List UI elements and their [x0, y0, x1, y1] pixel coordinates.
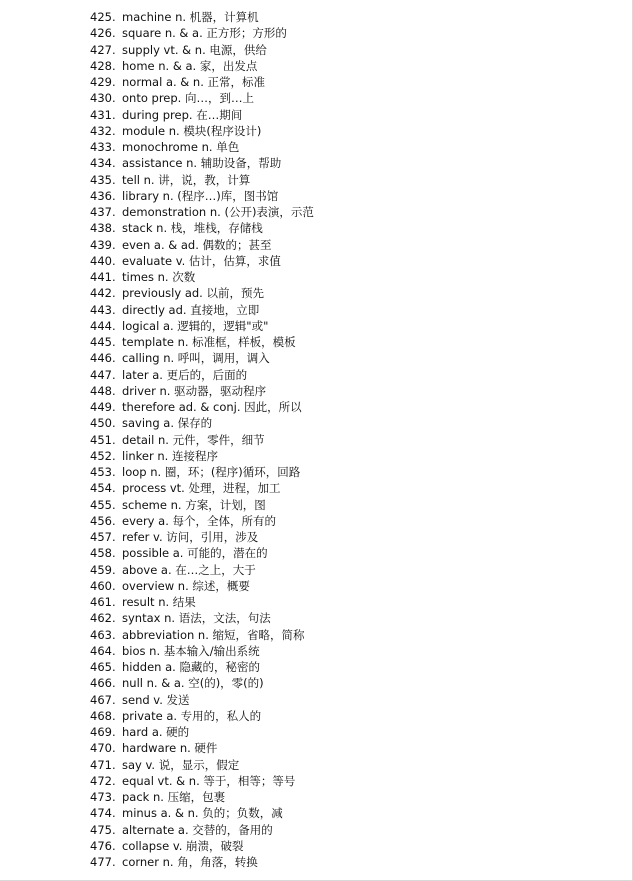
vocab-entry	[90, 497, 610, 513]
entry-number: 468.	[90, 708, 116, 723]
vocab-entry	[90, 448, 610, 464]
entry-number: 435.	[90, 172, 116, 187]
entry-text: hard a. 硬的	[122, 725, 190, 739]
entry-number: 477.	[90, 855, 116, 869]
vocab-entry	[90, 659, 610, 675]
entry-text: equal vt. & n. 等于，相等；等号	[122, 773, 296, 788]
entry-number: 458.	[90, 546, 116, 561]
entry-text: demonstration n. (公开)表演，示范	[122, 205, 314, 219]
entry-text: corner n. 角，角落，转换	[122, 855, 258, 869]
vocab-entry	[90, 383, 610, 399]
entry-text: times n. 次数	[122, 270, 196, 284]
entry-text: stack n. 栈，堆栈，存储栈	[122, 221, 263, 236]
entry-text: syntax n. 语法，文法，句法	[122, 611, 271, 626]
vocab-entry	[90, 578, 610, 594]
vocab-entry	[90, 139, 610, 155]
vocab-entry	[90, 285, 610, 301]
vocab-entry	[90, 513, 610, 529]
entry-number: 437.	[90, 205, 116, 219]
vocab-entry	[90, 74, 610, 90]
entry-text: refer v. 访问，引用，涉及	[122, 530, 259, 544]
vocab-entry	[90, 822, 610, 838]
vocab-entry	[90, 854, 610, 870]
vocab-entry	[90, 757, 610, 773]
entry-text: template n. 标准框，样板，模板	[122, 335, 296, 349]
vocab-entry	[90, 789, 610, 805]
entry-text: pack n. 压缩，包裹	[122, 790, 226, 804]
entry-number: 459.	[90, 562, 116, 577]
entry-number: 446.	[90, 351, 116, 366]
entry-number: 466.	[90, 676, 116, 691]
entry-text: driver n. 驱动器，驱动程序	[122, 383, 267, 398]
entry-number: 464.	[90, 643, 116, 658]
entry-text: machine n. 机器，计算机	[122, 10, 259, 24]
entry-number: 455.	[90, 497, 116, 512]
entry-number: 462.	[90, 611, 116, 626]
vocabulary-list	[90, 9, 610, 870]
vocab-entry	[90, 253, 610, 269]
entry-text: every a. 每个，全体，所有的	[122, 513, 277, 528]
entry-number: 457.	[90, 530, 116, 544]
entry-text: private a. 专用的，私人的	[122, 708, 262, 723]
entry-number: 454.	[90, 481, 116, 496]
vocab-entry	[90, 318, 610, 334]
entry-text: module n. 模块(程序设计)	[122, 123, 262, 138]
entry-number: 474.	[90, 806, 116, 821]
vocab-entry	[90, 367, 610, 383]
entry-number: 433.	[90, 140, 116, 154]
entry-text: therefore ad. & conj. 因此，所以	[122, 400, 302, 414]
entry-number: 465.	[90, 660, 116, 674]
entry-number: 431.	[90, 107, 116, 122]
vocab-entry	[90, 594, 610, 610]
vocab-entry	[90, 42, 610, 58]
entry-number: 463.	[90, 627, 116, 642]
entry-text: saving a. 保存的	[122, 416, 213, 431]
entry-number: 451.	[90, 432, 116, 447]
entry-number: 444.	[90, 318, 116, 333]
vocab-entry	[90, 237, 610, 253]
entry-number: 441.	[90, 270, 116, 284]
entry-text: hidden a. 隐藏的，秘密的	[122, 660, 260, 674]
entry-number: 453.	[90, 465, 116, 479]
entry-text: home n. & a. 家，出发点	[122, 58, 258, 73]
vocab-entry	[90, 302, 610, 318]
entry-text: minus a. & n. 负的；负数，减	[122, 806, 283, 821]
vocab-entry	[90, 773, 610, 789]
vocab-entry	[90, 643, 610, 659]
vocab-entry	[90, 90, 610, 106]
vocab-entry	[90, 464, 610, 480]
vocab-entry	[90, 155, 610, 171]
entry-number: 452.	[90, 448, 116, 463]
entry-number: 439.	[90, 237, 116, 252]
entry-number: 472.	[90, 773, 116, 788]
vocab-entry	[90, 415, 610, 431]
entry-text: square n. & a. 正方形；方形的	[122, 26, 287, 41]
vocab-entry	[90, 25, 610, 41]
vocab-entry	[90, 350, 610, 366]
vocab-entry	[90, 627, 610, 643]
entry-number: 425.	[90, 10, 116, 24]
vocab-entry	[90, 529, 610, 545]
entry-text: onto prep. 向…，到…上	[122, 91, 254, 106]
entry-number: 427.	[90, 42, 116, 57]
vocab-entry	[90, 838, 610, 854]
entry-number: 447.	[90, 367, 116, 382]
entry-text: linker n. 连接程序	[122, 448, 218, 463]
vocab-entry	[90, 724, 610, 740]
entry-text: null n. & a. 空(的)，零(的)	[122, 676, 264, 691]
entry-text: above a. 在…之上，大于	[122, 562, 256, 577]
entry-text: overview n. 综述，概要	[122, 578, 250, 593]
entry-number: 471.	[90, 757, 116, 772]
entry-text: library n. (程序…)库，图书馆	[122, 188, 279, 203]
entry-number: 461.	[90, 595, 116, 609]
vocab-entry	[90, 432, 610, 448]
entry-text: bios n. 基本输入/输出系统	[122, 643, 260, 658]
entry-text: process vt. 处理，进程，加工	[122, 481, 281, 496]
vocab-entry	[90, 123, 610, 139]
entry-number: 434.	[90, 156, 116, 171]
entry-number: 467.	[90, 692, 116, 707]
entry-text: supply vt. & n. 电源，供给	[122, 42, 267, 57]
entry-text: loop n. 圈，环；(程序)循环，回路	[122, 465, 301, 479]
vocab-entry	[90, 708, 610, 724]
entry-number: 445.	[90, 335, 116, 349]
entry-text: during prep. 在…期间	[122, 107, 243, 122]
entry-number: 476.	[90, 838, 116, 853]
entry-number: 428.	[90, 58, 116, 73]
entry-number: 440.	[90, 253, 116, 268]
entry-text: send v. 发送	[122, 692, 190, 707]
entry-text: logical a. 逻辑的，逻辑"或"	[122, 318, 269, 333]
vocab-entry	[90, 610, 610, 626]
entry-number: 469.	[90, 725, 116, 739]
vocab-entry	[90, 675, 610, 691]
entry-text: hardware n. 硬件	[122, 741, 218, 756]
vocab-entry	[90, 399, 610, 415]
vocab-entry	[90, 269, 610, 285]
entry-number: 442.	[90, 286, 116, 301]
entry-text: directly ad. 直接地，立即	[122, 302, 260, 317]
entry-text: say v. 说，显示，假定	[122, 757, 240, 772]
entry-text: assistance n. 辅助设备，帮助	[122, 156, 282, 171]
entry-text: abbreviation n. 缩短，省略，简称	[122, 627, 305, 642]
entry-text: previously ad. 以前，预先	[122, 286, 264, 301]
entry-text: even a. & ad. 偶数的；甚至	[122, 237, 272, 252]
entry-number: 450.	[90, 416, 116, 431]
entry-text: normal a. & n. 正常，标准	[122, 75, 266, 89]
entry-text: detail n. 元件，零件，细节	[122, 432, 265, 447]
entry-text: later a. 更后的，后面的	[122, 367, 248, 382]
entry-text: tell n. 讲，说，教，计算	[122, 172, 251, 187]
entry-number: 473.	[90, 790, 116, 804]
entry-number: 449.	[90, 400, 116, 414]
entry-text: scheme n. 方案，计划，图	[122, 497, 266, 512]
vocab-entry	[90, 188, 610, 204]
vocab-entry	[90, 562, 610, 578]
entry-text: possible a. 可能的，潜在的	[122, 546, 268, 561]
entry-number: 460.	[90, 578, 116, 593]
vocab-entry	[90, 204, 610, 220]
entry-number: 426.	[90, 26, 116, 41]
vocab-entry	[90, 740, 610, 756]
entry-text: alternate a. 交替的，备用的	[122, 822, 273, 837]
vocab-entry	[90, 692, 610, 708]
entry-number: 456.	[90, 513, 116, 528]
entry-text: result n. 结果	[122, 595, 196, 609]
vocab-entry	[90, 334, 610, 350]
entry-text: collapse v. 崩溃，破裂	[122, 838, 244, 853]
entry-number: 475.	[90, 822, 116, 837]
vocab-entry	[90, 9, 610, 25]
vocab-entry	[90, 545, 610, 561]
entry-number: 430.	[90, 91, 116, 106]
entry-text: calling n. 呼叫，调用，调入	[122, 351, 270, 366]
entry-number: 436.	[90, 188, 116, 203]
vocab-entry	[90, 805, 610, 821]
entry-number: 438.	[90, 221, 116, 236]
entry-number: 429.	[90, 75, 116, 89]
entry-number: 470.	[90, 741, 116, 756]
vocab-entry	[90, 58, 610, 74]
vocab-entry	[90, 107, 610, 123]
vocab-entry	[90, 172, 610, 188]
entry-text: monochrome n. 单色	[122, 140, 240, 154]
vocab-entry	[90, 480, 610, 496]
entry-number: 448.	[90, 383, 116, 398]
entry-text: evaluate v. 估计，估算，求值	[122, 253, 281, 268]
entry-number: 443.	[90, 302, 116, 317]
vocab-entry	[90, 220, 610, 236]
entry-number: 432.	[90, 123, 116, 138]
